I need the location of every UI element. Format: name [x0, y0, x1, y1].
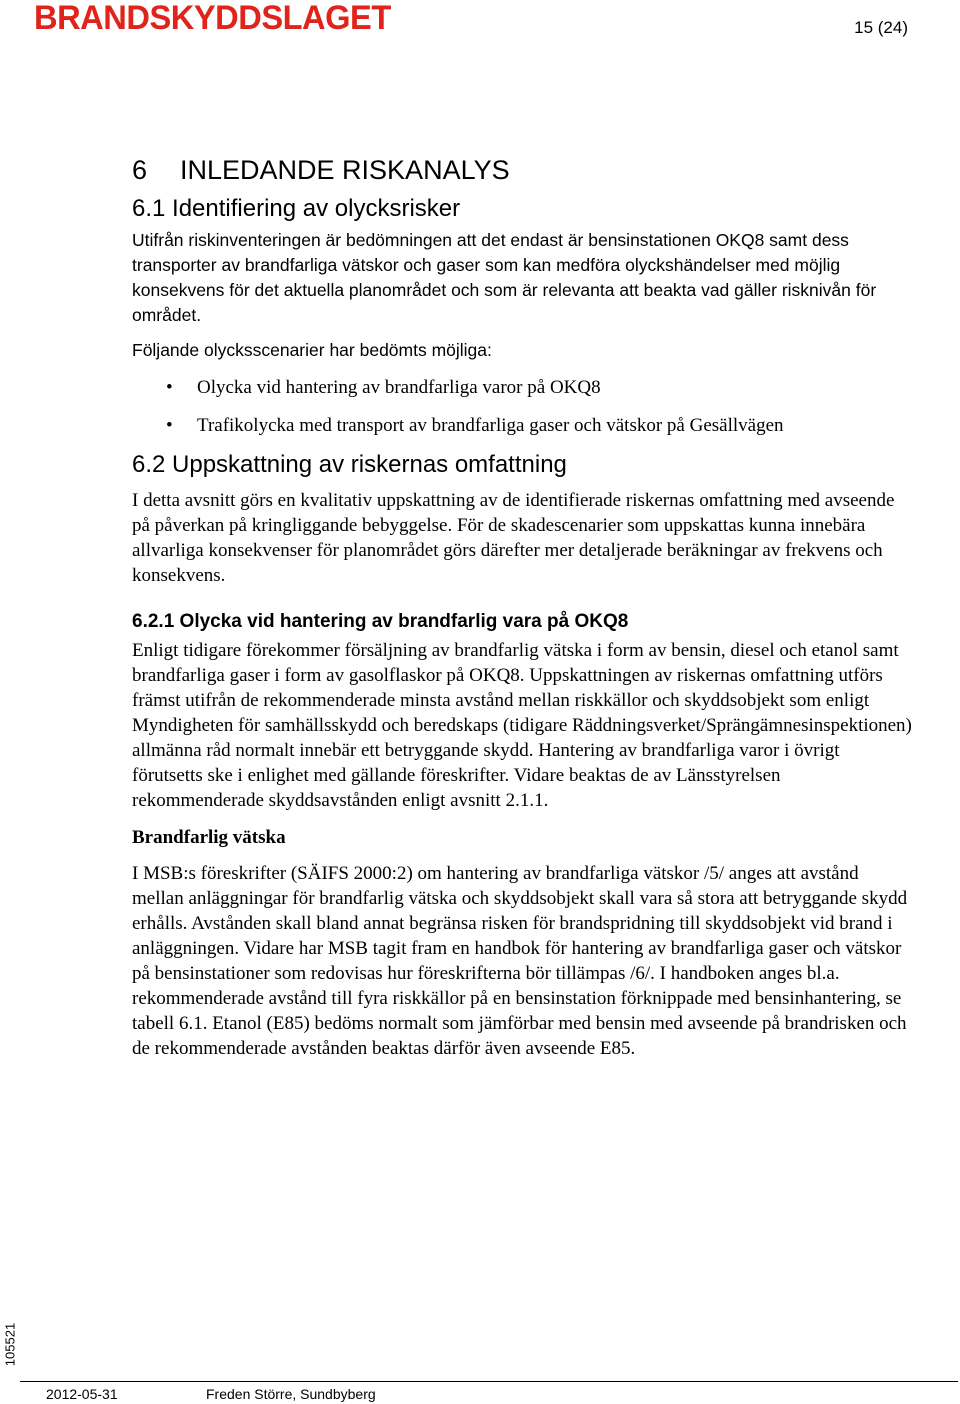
document-body	[132, 152, 912, 1061]
section-6-1-paragraph-2: Följande olycksscenarier har bedömts möjliga:	[132, 340, 492, 360]
page-number: 15 (24)	[854, 18, 908, 37]
section-6-2-heading: 6.2 Uppskattning av riskernas omfattning	[132, 451, 567, 478]
list-item: • Olycka vid hantering av brandfarliga varor på OKQ8	[166, 377, 601, 398]
subheading-brandfarlig-vatska: Brandfarlig vätska	[132, 827, 286, 848]
section-6-number: 6	[132, 155, 148, 185]
section-6-2-1-paragraph-1: Enligt tidigare förekommer försäljning av brandfarlig vätska i form av bensin, diesel och etanol samt brandfarliga gaser i form av gasolflaskor på OKQ8. Uppskattningen av riskernas omfattning utförs främst utifrån de rekommenderade minsta avstånd mellan riskkällor och skyddsobjekt som enligt Myndigheten för samhällsskydd och beredskaps (tidigare Räddningsverket/Sprängämnesinspektionen) allmänna råd normalt innebär ett betryggande skydd. Hantering av brandfarliga varor i övrigt förutsetts ske i enlighet med gällande föreskrifter. Vidare beaktas de av Länsstyrelsen rekommenderade skyddsavstånden enligt avsnitt 2.1.1.	[132, 640, 912, 811]
section-6-2-1-paragraph-2: I MSB:s föreskrifter (SÄIFS 2000:2) om hantering av brandfarliga vätskor /5/ anges att avstånd mellan anläggningar för brandfarlig vätska och skyddsobjekt skall vara så stora att betryggande skydd erhålls. Avstånden skall bland annat begränsa risken för brandspridning till skyddsobjekt vid brand i anläggningen. Vidare har MSB tagit fram en handbok för hantering av brandfarliga gaser och vätskor på bensinstationer som redovisas hur föreskrifterna bör tillämpas /6/. I handboken anges bl.a. rekommenderade avstånd till fyra riskkällor på en bensinstation förknippade med bensinhantering, se tabell 6.1. Etanol (E85) bedöms normalt som jämförbar med bensin med avseende på brandrisken och de rekommenderade avstånden beaktas därför även avseende E85.	[132, 863, 908, 1059]
footer-date: 2012-05-31	[46, 1386, 118, 1402]
section-6-1-paragraph-1: Utifrån riskinventeringen är bedömningen att det endast är bensinstationen OKQ8 samt dess transporter av brandfarliga vätskor och gaser som kan medföra olyckshändelser med möjlig konsekvens för det aktuella planområdet och som är relevanta att beakta vad gäller risknivån för området.	[132, 230, 877, 325]
list-item: • Trafikolycka med transport av brandfarliga gaser och vätskor på Gesällvägen	[166, 415, 784, 436]
section-6-1-heading: 6.1 Identifiering av olycksrisker	[132, 195, 461, 222]
bullet-icon: •	[166, 415, 173, 436]
section-6-title: INLEDANDE RISKANALYS	[180, 155, 510, 185]
scenario-list	[132, 375, 912, 438]
section-6-2-paragraph-1: I detta avsnitt görs en kvalitativ uppskattning av de identifierade riskernas omfattning med avseende på påverkan på kringliggande bebyggelse. För de skadescenarier som uppskattas kunna innebära allvarliga konsekvenser för planområdet görs därefter mer detaljerade beräkningar av frekvens och konsekvens.	[132, 490, 895, 586]
company-logo: BRANDSKYDDSLAGET	[34, 0, 391, 37]
footer-divider	[20, 1381, 958, 1382]
footer-project-name: Freden Större, Sundbyberg	[206, 1386, 376, 1402]
bullet-icon: •	[166, 377, 173, 398]
side-document-number: 105521	[2, 1322, 18, 1367]
section-6-2-1-heading: 6.2.1 Olycka vid hantering av brandfarlig vara på OKQ8	[132, 611, 629, 632]
section-6-heading	[132, 152, 912, 188]
